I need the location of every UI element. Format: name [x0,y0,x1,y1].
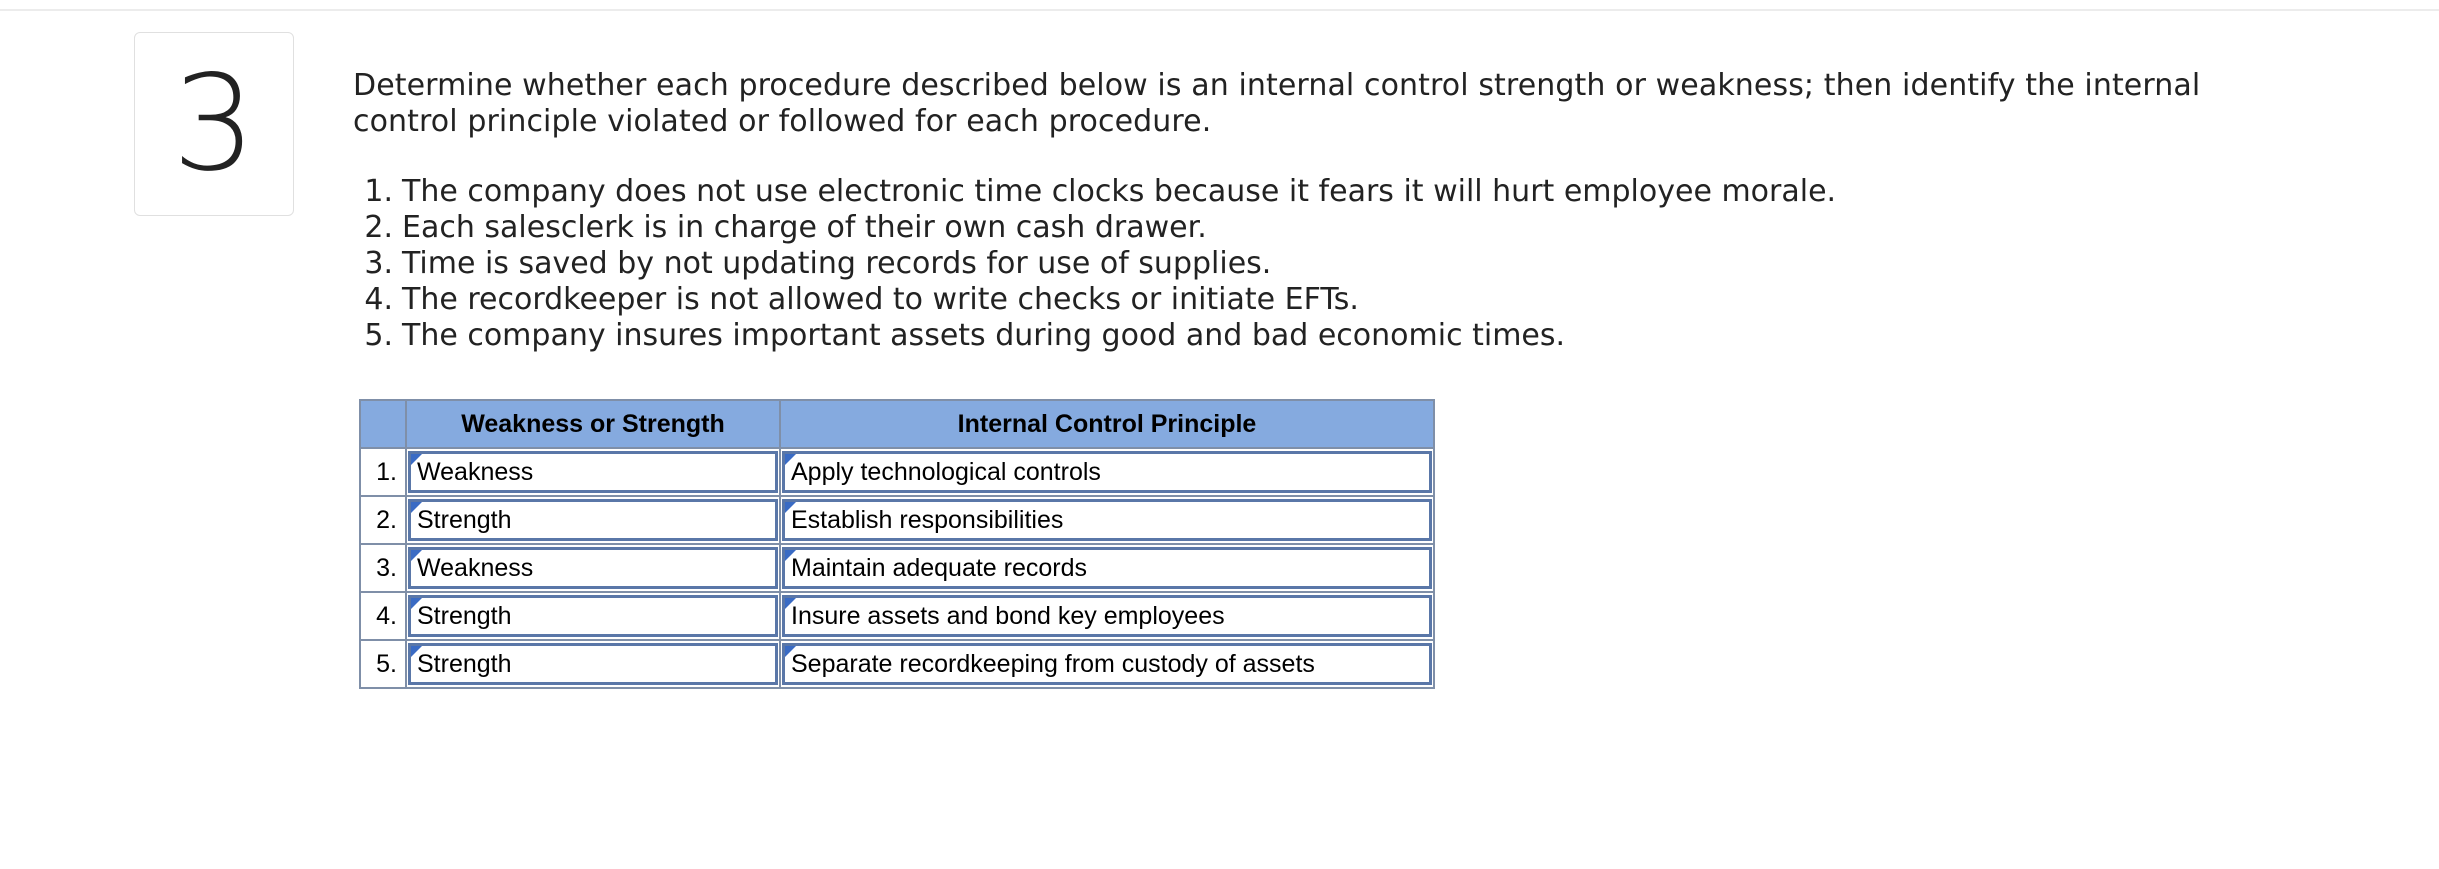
table-row [360,544,1434,592]
dropdown-marker-icon [411,454,422,465]
dropdown-marker-icon [785,550,796,561]
weakness-strength-cell [406,592,780,640]
row-number: 1. [360,448,406,496]
selected-value: Strength [417,649,512,678]
weakness-strength-cell [406,448,780,496]
weakness-strength-cell [406,496,780,544]
list-item-text: Time is saved by not updating records for use of supplies. [402,246,1272,281]
row-number: 4. [360,592,406,640]
weakness-strength-select[interactable] [408,595,778,637]
selected-value: Strength [417,505,512,534]
dropdown-marker-icon [411,502,422,513]
table-header-row [360,400,1434,448]
list-item [353,246,2153,282]
list-item-text: The company does not use electronic time clocks because it fears it will hurt employee morale. [402,174,1837,209]
table-row [360,640,1434,688]
table-row [360,592,1434,640]
selected-value: Strength [417,601,512,630]
header-number [360,400,406,448]
selected-value: Maintain adequate records [791,553,1088,582]
list-item-number: 2. [364,210,393,245]
question-prompt: Determine whether each procedure described below is an internal control strength or weakness; then identify the internal control principle violated or followed for each procedure. [353,68,2201,139]
selected-value: Separate recordkeeping from custody of assets [791,649,1315,678]
row-number: 2. [360,496,406,544]
list-item-text: The recordkeeper is not allowed to write checks or initiate EFTs. [402,282,1359,317]
principle-cell [780,640,1434,688]
row-number: 3. [360,544,406,592]
dropdown-marker-icon [785,454,796,465]
principle-cell [780,544,1434,592]
list-item-number: 4. [364,282,393,317]
list-item-number: 5. [364,318,393,353]
selected-value: Insure assets and bond key employees [791,601,1225,630]
principle-select[interactable] [782,451,1432,493]
dropdown-marker-icon [411,646,422,657]
answer-table [359,399,1435,689]
list-item [353,210,2153,246]
weakness-strength-select[interactable] [408,643,778,685]
list-item-text: The company insures important assets during good and bad economic times. [402,318,1566,353]
question-number: 3 [172,47,256,201]
weakness-strength-cell [406,544,780,592]
principle-select[interactable] [782,595,1432,637]
principle-select[interactable] [782,499,1432,541]
list-item [353,282,2153,318]
selected-value: Apply technological controls [791,457,1101,486]
principle-select[interactable] [782,547,1432,589]
selected-value: Weakness [417,457,534,486]
list-item [353,174,2153,210]
weakness-strength-cell [406,640,780,688]
list-item-text: Each salesclerk is in charge of their own cash drawer. [402,210,1207,245]
row-number: 5. [360,640,406,688]
dropdown-marker-icon [411,550,422,561]
weakness-strength-select[interactable] [408,547,778,589]
principle-cell [780,496,1434,544]
list-item-number: 1. [364,174,393,209]
header-weakness-strength: Weakness or Strength [406,400,780,448]
selected-value: Establish responsibilities [791,505,1064,534]
selected-value: Weakness [417,553,534,582]
weakness-strength-select[interactable] [408,451,778,493]
question-number-badge [134,32,294,216]
dropdown-marker-icon [785,646,796,657]
procedure-list [353,174,2153,354]
principle-cell [780,448,1434,496]
header-principle: Internal Control Principle [780,400,1434,448]
principle-select[interactable] [782,643,1432,685]
dropdown-marker-icon [411,598,422,609]
principle-cell [780,592,1434,640]
table-row [360,448,1434,496]
list-item [353,318,2153,354]
table-row [360,496,1434,544]
dropdown-marker-icon [785,502,796,513]
list-item-number: 3. [364,246,393,281]
dropdown-marker-icon [785,598,796,609]
top-divider [0,9,2439,11]
weakness-strength-select[interactable] [408,499,778,541]
